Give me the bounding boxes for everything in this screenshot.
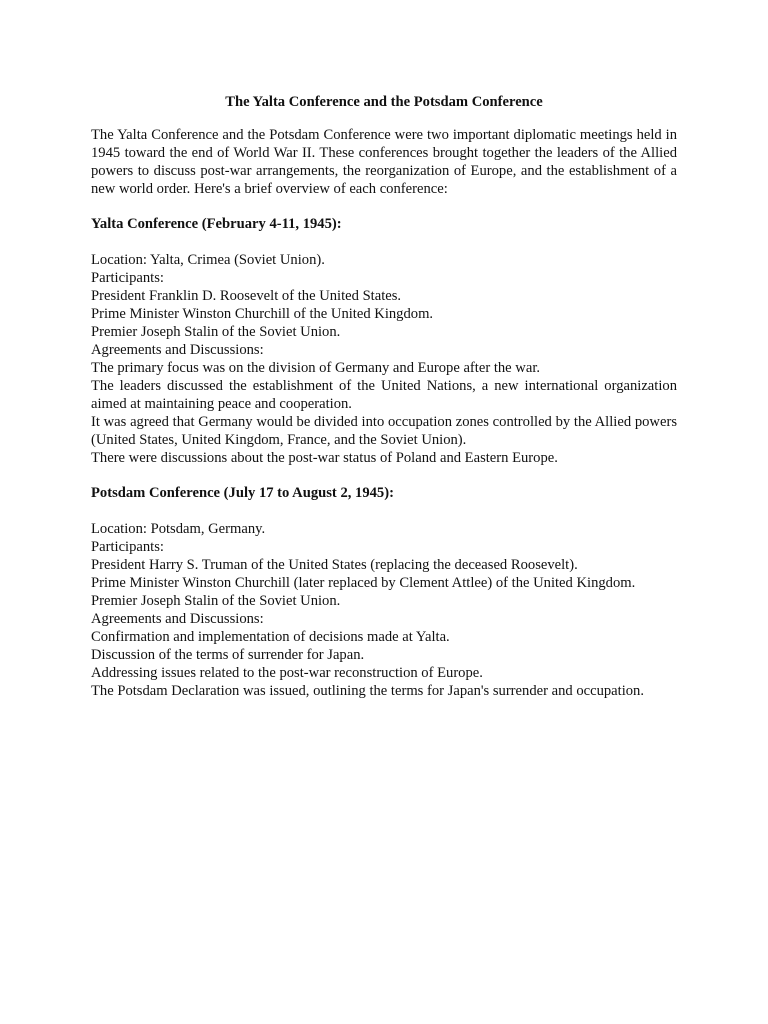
- document-line: Location: Yalta, Crimea (Soviet Union).: [91, 252, 325, 268]
- document-page: [91, 93, 677, 717]
- document-line: Prime Minister Winston Churchill of the United Kingdom.: [91, 306, 434, 322]
- document-line: Participants:: [91, 539, 164, 555]
- section-heading-yalta: Yalta Conference (February 4-11, 1945):: [91, 216, 342, 232]
- document-line: The primary focus was on the division of Germany and Europe after the war.: [91, 360, 541, 376]
- document-line: Participants:: [91, 270, 164, 286]
- document-title: The Yalta Conference and the Potsdam Conference: [225, 94, 543, 110]
- document-line: President Harry S. Truman of the United States (replacing the deceased Roosevelt).: [91, 557, 578, 573]
- section-lines-yalta: [91, 251, 677, 467]
- document-line: Agreements and Discussions:: [91, 611, 264, 627]
- document-line: Premier Joseph Stalin of the Soviet Union.: [91, 593, 341, 609]
- document-line: Discussion of the terms of surrender for Japan.: [91, 647, 365, 663]
- document-line: It was agreed that Germany would be divided into occupation zones controlled by the Allied powers (United States, United Kingdom, France, and the Soviet Union).: [91, 414, 677, 448]
- document-line: The leaders discussed the establishment of the United Nations, a new international organization aimed at maintaining peace and cooperation.: [91, 378, 677, 412]
- document-line: Confirmation and implementation of decisions made at Yalta.: [91, 629, 450, 645]
- document-line: Location: Potsdam, Germany.: [91, 521, 266, 537]
- document-line: Prime Minister Winston Churchill (later replaced by Clement Attlee) of the United Kingdom.: [91, 575, 636, 591]
- intro-paragraph: The Yalta Conference and the Potsdam Conference were two important diplomatic meetings held in 1945 toward the end of World War II. These conferences brought together the leaders of the Allied powers to discuss post-war arrangements, the reorganization of Europe, and the establishment of a new world order. Here's a brief overview of each conference:: [91, 127, 677, 197]
- section-potsdam: [91, 484, 677, 700]
- document-line: Addressing issues related to the post-war reconstruction of Europe.: [91, 665, 483, 681]
- document-line: The Potsdam Declaration was issued, outlining the terms for Japan's surrender and occupation.: [91, 683, 644, 699]
- document-line: President Franklin D. Roosevelt of the United States.: [91, 288, 402, 304]
- document-line: Premier Joseph Stalin of the Soviet Union.: [91, 324, 341, 340]
- section-heading-potsdam: Potsdam Conference (July 17 to August 2, 1945):: [91, 485, 394, 501]
- section-lines-potsdam: [91, 520, 677, 700]
- section-yalta: [91, 215, 677, 467]
- document-line: There were discussions about the post-war status of Poland and Eastern Europe.: [91, 450, 558, 466]
- document-line: Agreements and Discussions:: [91, 342, 264, 358]
